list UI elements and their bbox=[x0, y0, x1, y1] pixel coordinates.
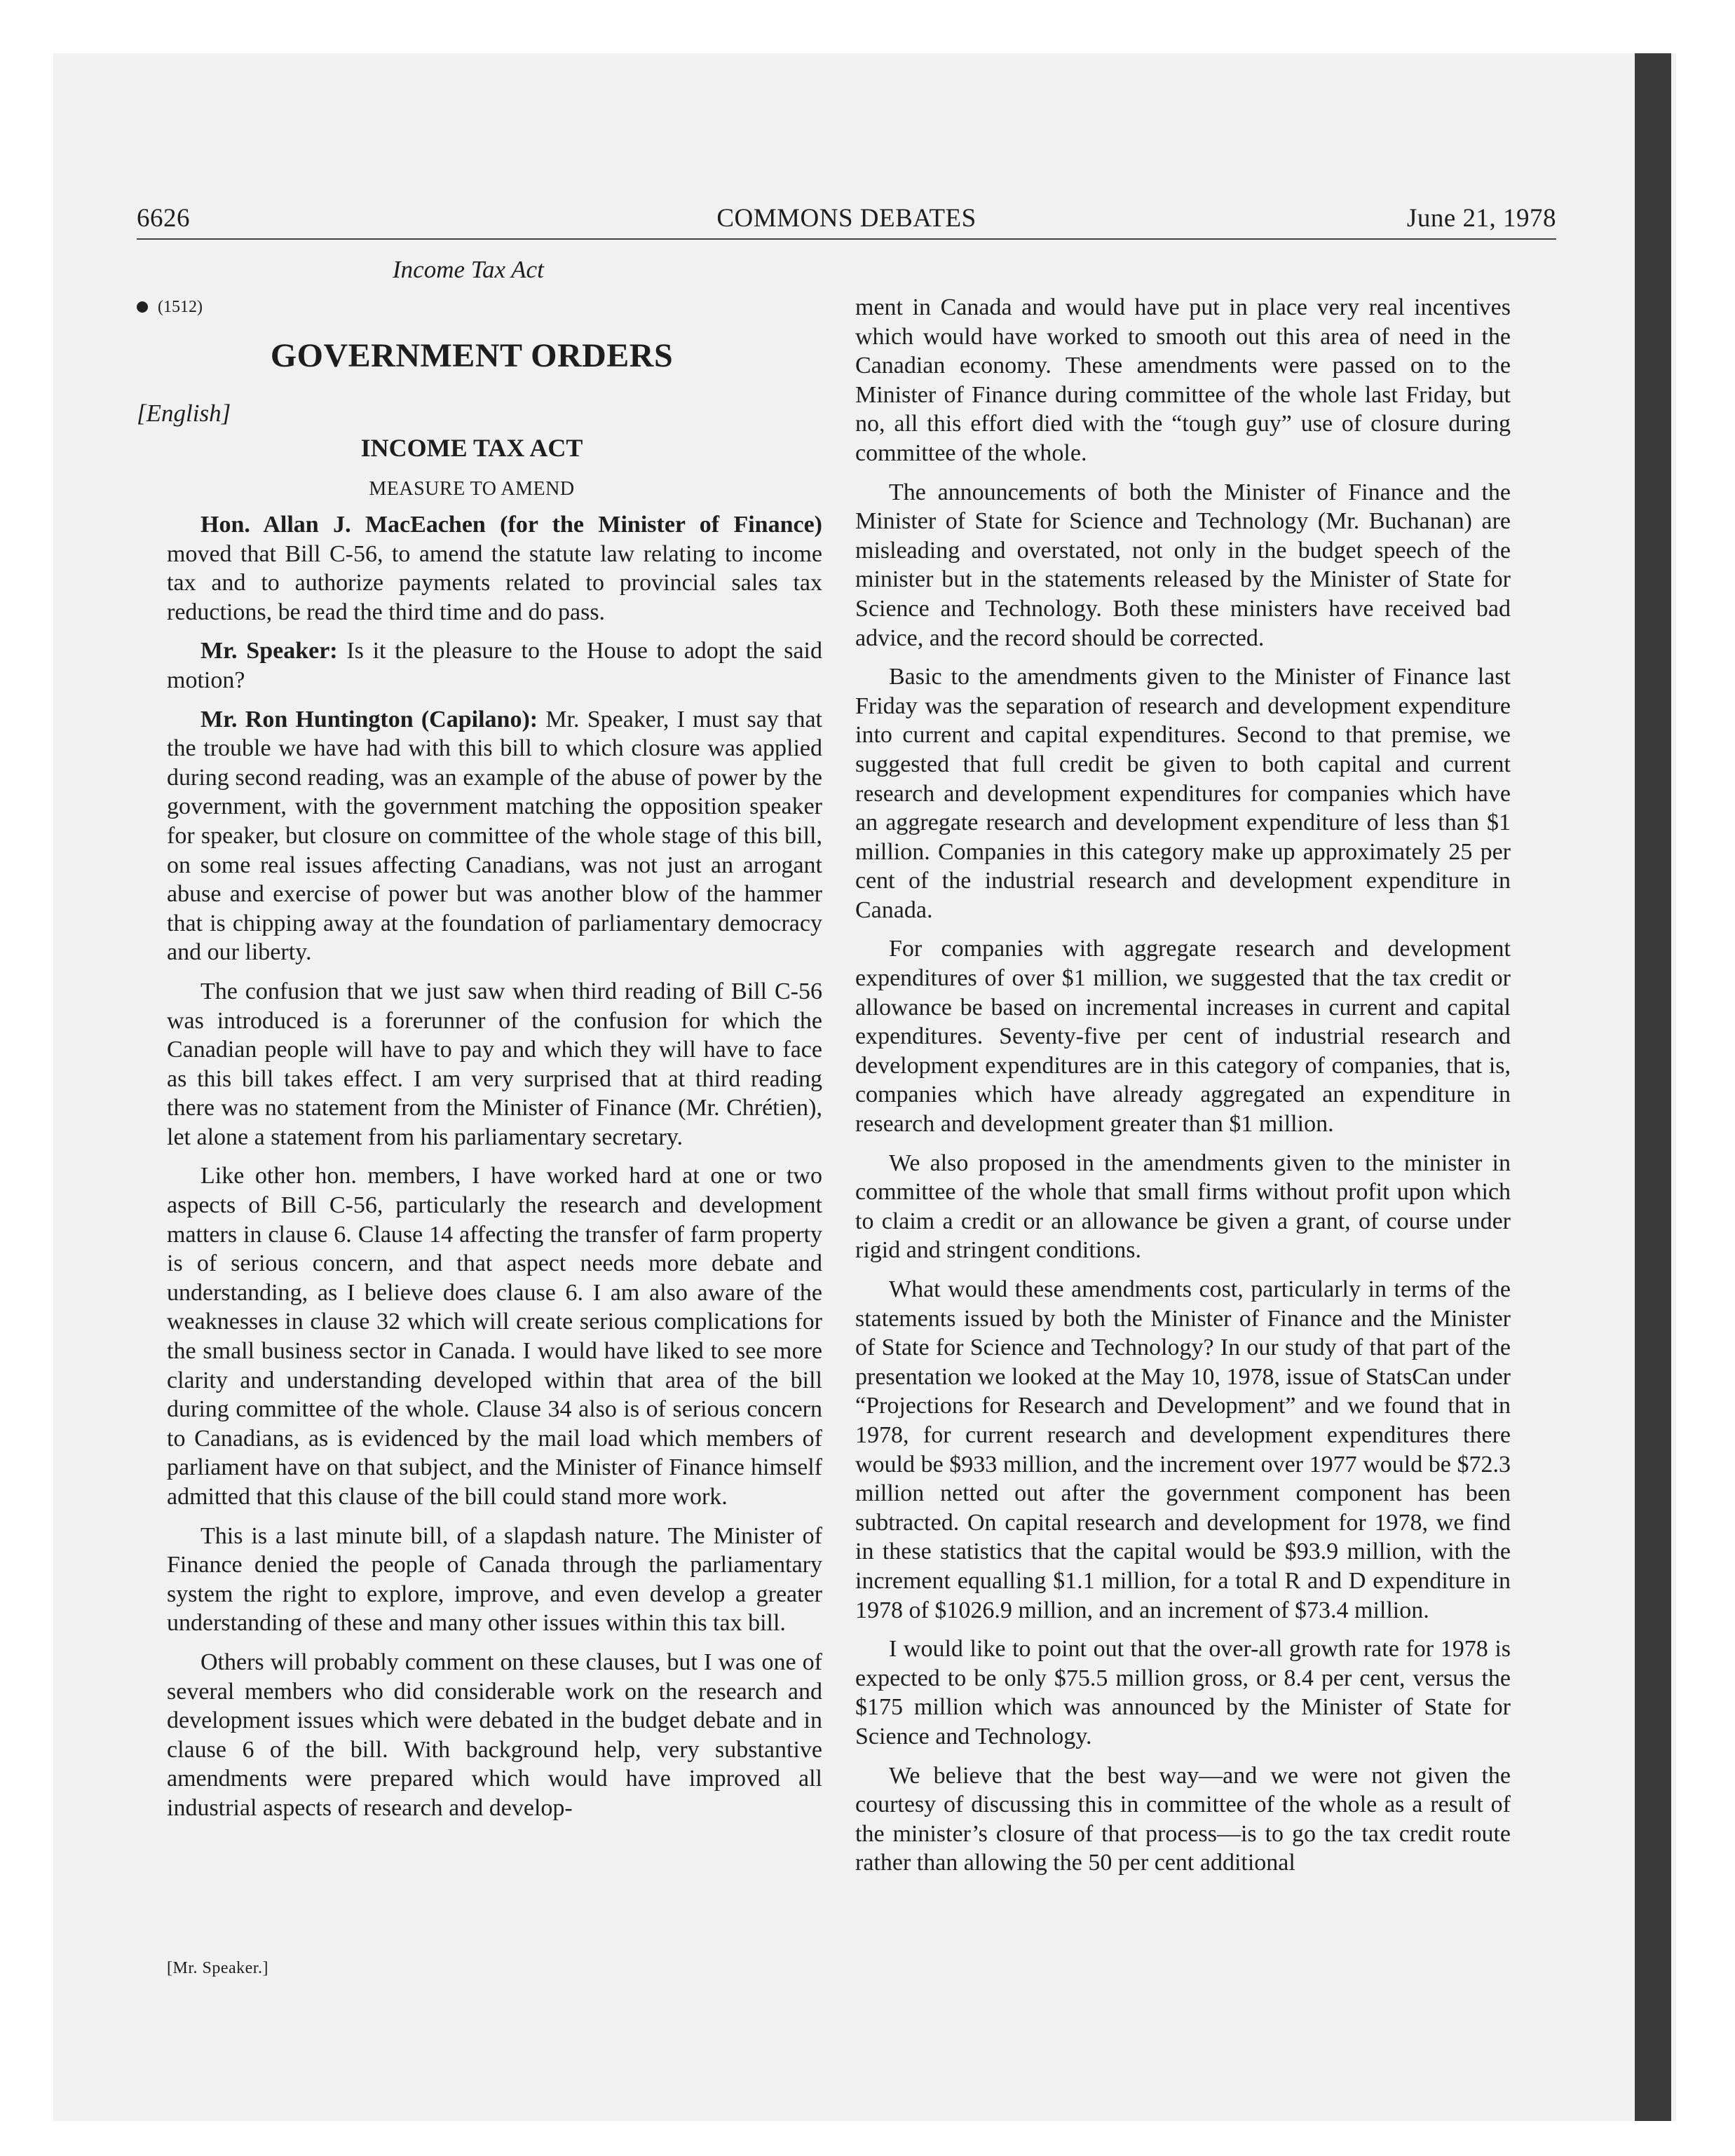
page-number: 6626 bbox=[137, 204, 190, 233]
paragraph bbox=[167, 510, 822, 627]
scan-edge-shadow bbox=[1635, 53, 1671, 2121]
paragraph bbox=[855, 1761, 1511, 1878]
running-head: Income Tax Act bbox=[393, 256, 544, 283]
language-marker: [English] bbox=[137, 400, 231, 427]
paragraph-text: This is a last minute bill, of a slapdash nature. The Minister of Finance denied the people of Canada through the parliamentary system the right to explore, improve, and even develop a greater understanding of these and many other issues within this tax bill. bbox=[167, 1522, 822, 1637]
right-column bbox=[855, 293, 1511, 1888]
speaker-name: Hon. Allan J. MacEachen (for the Minister of Finance) bbox=[200, 512, 822, 538]
paragraph-text: Like other hon. members, I have worked hard at one or two aspects of Bill C-56, particularly the research and development matters in clause 6. Clause 14 affecting the transfer of farm property is of serious concern, and that aspect needs more debate and understanding, as I believe does clause 6. I am also aware of the weaknesses in clause 32 which will create serious complications for the small business sector in Canada. I would have liked to see more clarity and understanding developed within that area of the bill during committee of the whole. Clause 34 also is of serious concern to Canadians, as is evidenced by the mail load which members of parliament have on that subject, and the Minister of Finance himself admitted that this clause of the bill could stand more work. bbox=[167, 1163, 822, 1510]
paragraph bbox=[855, 478, 1511, 653]
publication-title: COMMONS DEBATES bbox=[716, 204, 977, 233]
paragraph-text: Basic to the amendments given to the Minister of Finance last Friday was the separation of research and development expenditure into current and capital expenditures. Second to that premise, we suggested that full credit be given to both capital and current research and development expenditures for companies which have an aggregate research and development expenditure of less than $1 million. Companies in this category make up approximately 25 per cent of the industrial research and development expenditure in Canada. bbox=[855, 664, 1511, 923]
bullet-icon bbox=[137, 301, 148, 313]
header-rule bbox=[137, 238, 1556, 240]
paragraph bbox=[855, 293, 1511, 468]
bill-subtitle: MEASURE TO AMEND bbox=[369, 478, 575, 500]
section-title: GOVERNMENT ORDERS bbox=[270, 337, 674, 374]
paragraph bbox=[167, 1161, 822, 1511]
paragraph-text: The confusion that we just saw when third reading of Bill C-56 was introduced is a forerunner of the confusion for which the Canadian people will have to pay and which they will have to face as this bill takes effect. I am very surprised that at third reading there was no statement from the Minister of Finance (Mr. Chrétien), let alone a statement from his parliamentary secretary. bbox=[167, 978, 822, 1150]
paragraph-text: We believe that the best way—and we were not given the courtesy of discussing this in committee of the whole as a result of the minister’s closure of that process—is to go the tax credit route rather than allowing the 50 per cent additional bbox=[855, 1762, 1511, 1876]
paragraph bbox=[167, 636, 822, 695]
page-date: June 21, 1978 bbox=[1406, 204, 1556, 233]
paragraph bbox=[855, 662, 1511, 925]
paragraph-text: Is it the pleasure to the House to adopt the said motion? bbox=[167, 638, 822, 693]
footer-speaker-note: [Mr. Speaker.] bbox=[167, 1959, 268, 1977]
time-marker-text: (1512) bbox=[158, 298, 203, 316]
paragraph-text: Others will probably comment on these clauses, but I was one of several members who did considerable work on the research and development issues which were debated in the budget debate and in clause 6 of the bill. With background help, very substantive amendments were prepared which would have improved all industrial aspects of research and develop- bbox=[167, 1649, 822, 1821]
paragraph bbox=[167, 1522, 822, 1638]
left-column bbox=[167, 510, 822, 1833]
paragraph-text: Mr. Speaker, I must say that the trouble we have had with this bill to which closure was applied during second reading, was an example of the abuse of power by the government, with the government matching the opposition speaker for speaker, but closure on committee of the whole stage of this bill, on some real issues affecting Canadians, was not just an arrogant abuse and exercise of power but was another blow of the hammer that is chipping away at the foundation of parliamentary democracy and our liberty. bbox=[167, 706, 822, 966]
paragraph bbox=[167, 705, 822, 967]
paragraph-text: I would like to point out that the over-all growth rate for 1978 is expected to be only $75.5 million gross, or 8.4 per cent, versus the $175 million which was announced by the Minister of State for Science and Technology. bbox=[855, 1636, 1511, 1749]
paragraph-text: For companies with aggregate research and development expenditures of over $1 million, we suggested that the tax credit or allowance be based on incremental increases in current and capital expenditures. Seventy-five per cent of industrial research and development expenditures are in this category of companies, that is, companies which have already aggregated an expenditure in research and development greater than $1 million. bbox=[855, 936, 1511, 1138]
paragraph-text: ment in Canada and would have put in place very real incentives which would have worked to smooth out this area of need in the Canadian economy. These amendments were passed on to the Minister of Finance during committee of the whole last Friday, but no, all this effort died with the “tough guy” use of closure during committee of the whole. bbox=[855, 294, 1511, 466]
paragraph bbox=[855, 1635, 1511, 1751]
paragraph-text: moved that Bill C-56, to amend the statute law relating to income tax and to authorize payments related to provincial sales tax reductions, be read the third time and do pass. bbox=[167, 540, 822, 625]
paragraph-text: What would these amendments cost, particularly in terms of the statements issued by both the Minister of Finance and the Minister of State for Science and Technology? In our study of that part of the presentation we looked at the May 10, 1978, issue of StatsCan under “Projections for Research and Development” and we found that in 1978, for current research and development expenditures there would be $933 million, and the increment over 1977 would be $72.3 million netted out after the government component has been subtracted. On capital research and development for 1978, we find in these statistics that the capital would be $93.9 million, with the increment equalling $1.1 million, for a total R and D expenditure in 1978 of $1026.9 million, and an increment of $73.4 million. bbox=[855, 1276, 1511, 1623]
page-header bbox=[137, 203, 1556, 237]
paragraph bbox=[167, 977, 822, 1152]
bill-title: INCOME TAX ACT bbox=[360, 434, 583, 462]
paragraph bbox=[855, 934, 1511, 1138]
paragraph bbox=[855, 1149, 1511, 1265]
speaker-name: Mr. Speaker: bbox=[200, 638, 338, 664]
paragraph-text: We also proposed in the amendments given to the minister in committee of the whole that small firms without profit upon which to claim a credit or an allowance be given a grant, of course under rigid and stringent conditions. bbox=[855, 1149, 1511, 1264]
paragraph-text: The announcements of both the Minister of Finance and the Minister of State for Science and Technology (Mr. Buchanan) are misleading and overstated, not only in the budget speech of the minister but in the statements released by the Minister of State for Science and Technology. Both these ministers have received bad advice, and the record should be corrected. bbox=[855, 479, 1511, 651]
paragraph bbox=[167, 1648, 822, 1823]
speaker-name: Mr. Ron Huntington (Capilano): bbox=[200, 706, 538, 732]
time-marker bbox=[137, 298, 203, 317]
paragraph bbox=[855, 1275, 1511, 1625]
